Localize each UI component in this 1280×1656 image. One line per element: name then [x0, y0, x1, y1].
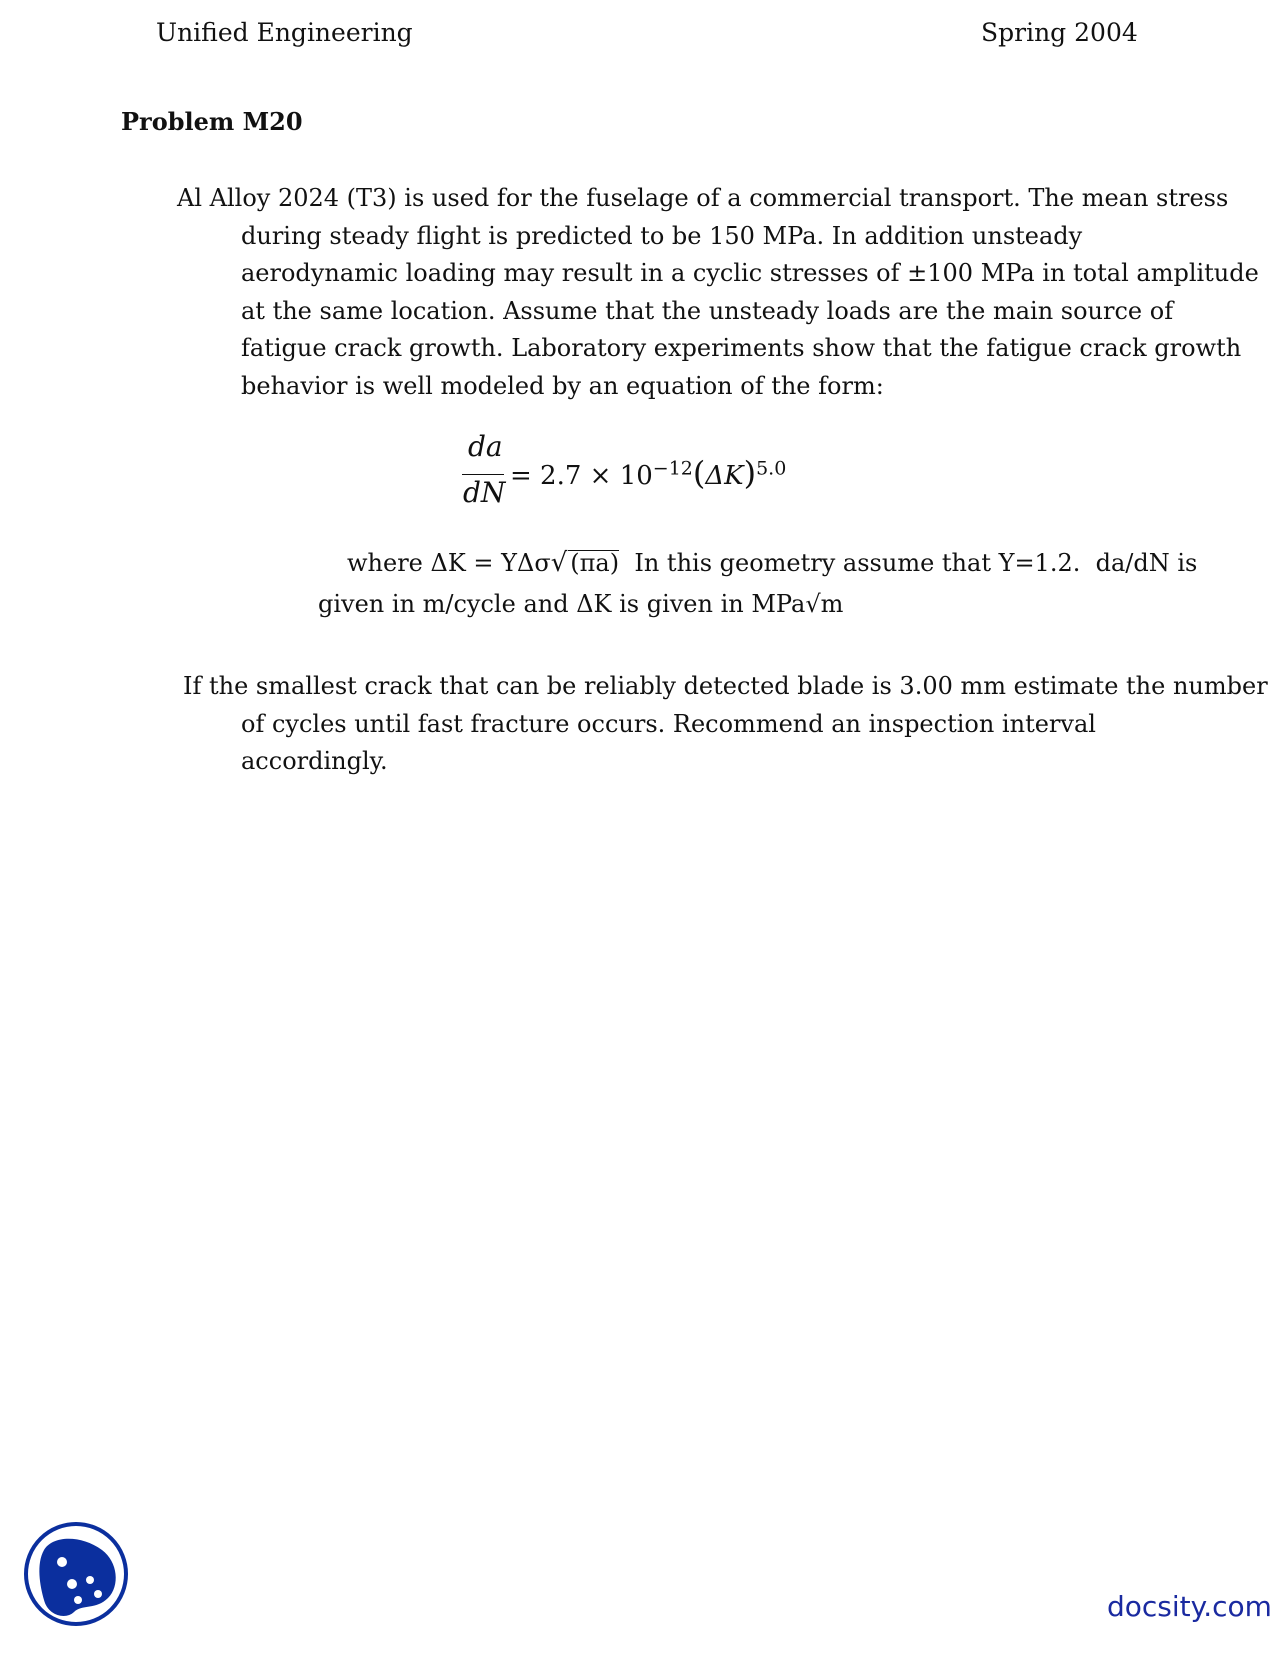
- statement-line: at the same location. Assume that the unsteady loads are the main source of: [241, 296, 1174, 325]
- header-semester: Spring 2004: [981, 18, 1138, 47]
- delta-k-symbol: ΔK: [705, 461, 744, 491]
- header-course-title: Unified Engineering: [156, 18, 413, 47]
- equation-coefficient: = 2.7 × 10: [510, 461, 653, 491]
- sqrt-content: (πa): [570, 549, 620, 577]
- docsity-brand-link[interactable]: docsity.com: [1107, 1590, 1272, 1623]
- statement-line: fatigue crack growth. Laboratory experiments show that the fatigue crack growth: [241, 334, 1242, 362]
- equation-power: 5.0: [756, 457, 787, 480]
- problem-title: Problem M20: [121, 107, 303, 136]
- question-line: of cycles until fast fracture occurs. Recommend an inspection interval: [241, 709, 1096, 738]
- units-line: given in m/cycle and ΔK is given in MPa√m: [318, 590, 844, 618]
- question-paragraph: [183, 668, 1268, 781]
- question-line: accordingly.: [241, 747, 388, 775]
- fraction-numerator: da: [468, 430, 503, 463]
- sqrt-icon: √: [550, 548, 568, 578]
- close-paren: ): [743, 454, 757, 492]
- where-clause: [347, 548, 1197, 578]
- equation-right-side: [510, 454, 786, 492]
- where-tail: In this geometry assume that Y=1.2. da/dN is: [619, 549, 1198, 577]
- fraction-bar: [462, 474, 504, 475]
- statement-line: during steady flight is predicted to be 150 MPa. In addition unsteady: [241, 221, 1083, 250]
- open-paren: (: [692, 454, 706, 492]
- statement-line: aerodynamic loading may result in a cyclic stresses of ±100 MPa in total amplitude: [241, 259, 1259, 287]
- question-line: If the smallest crack that can be reliably detected blade is 3.00 mm estimate the number: [183, 672, 1268, 700]
- problem-statement: [177, 180, 1259, 405]
- equation-exponent: −12: [652, 457, 693, 480]
- statement-line: behavior is well modeled by an equation of the form:: [241, 371, 884, 400]
- fraction-denominator: dN: [463, 476, 506, 509]
- where-lead: where ΔK = YΔσ: [347, 549, 551, 577]
- statement-line: Al Alloy 2024 (T3) is used for the fuselage of a commercial transport. The mean stress: [177, 184, 1229, 212]
- crack-growth-equation: [460, 430, 787, 510]
- docsity-logo-icon[interactable]: [22, 1520, 130, 1628]
